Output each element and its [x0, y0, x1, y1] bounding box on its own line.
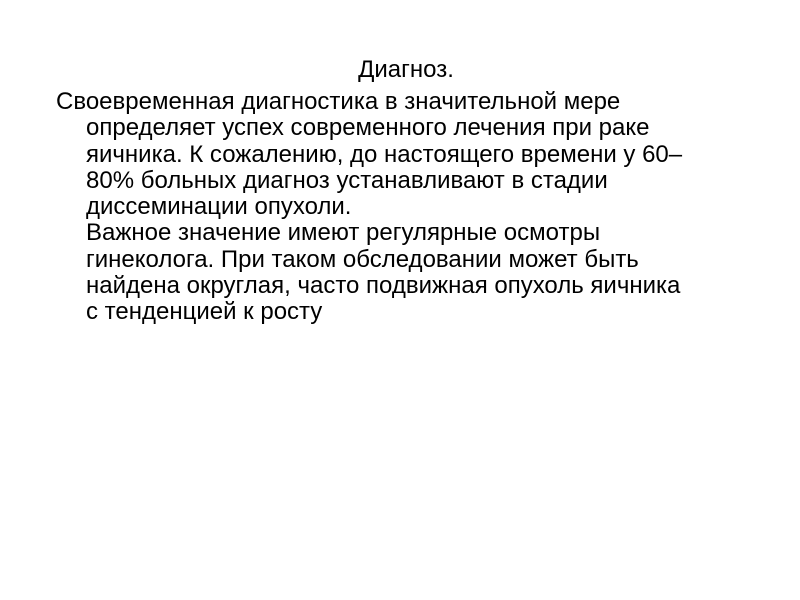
body-line: с тенденцией к росту — [86, 298, 323, 326]
body-line: Своевременная диагностика в значительной мере — [56, 88, 621, 115]
body-line: 80% больных диагноз устанавливают в стадии — [86, 166, 608, 194]
slide-body — [56, 89, 776, 326]
body-line: гинеколога. При таком обследовании может быть — [86, 245, 639, 273]
body-line: Важное значение имеют регулярные осмотры — [86, 219, 601, 247]
body-line: яичника. К сожалению, до настоящего времени у 60– — [86, 140, 683, 168]
body-line: определяет успех современного лечения при раке — [86, 114, 650, 142]
body-line: найдена округлая, часто подвижная опухоль яичника — [86, 272, 681, 300]
slide-title: Диагноз. — [358, 56, 454, 83]
body-line: диссеминации опухоли. — [86, 193, 352, 221]
